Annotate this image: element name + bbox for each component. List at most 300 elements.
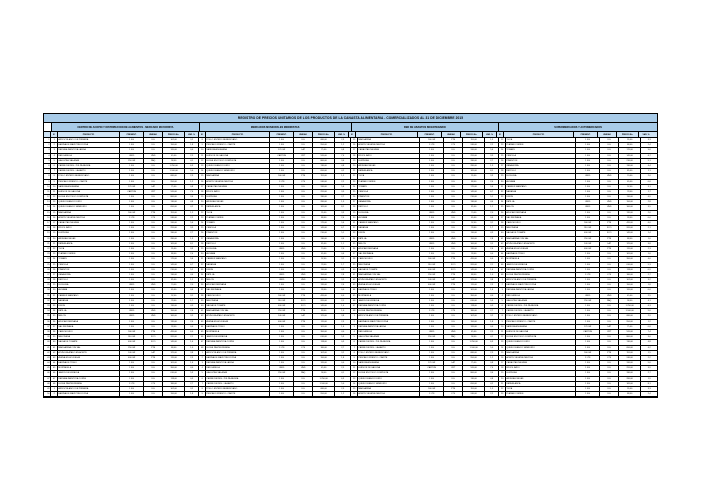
cell-product: POLLO ENTERO BENEFICIADO xyxy=(506,314,576,318)
cell-item: 19 xyxy=(199,195,206,199)
cell-presentation: 1 KG xyxy=(576,335,600,339)
group-header-cell-1 xyxy=(52,123,200,131)
cell-unit: KG xyxy=(144,377,163,381)
market-block-acopio[interactable] xyxy=(51,138,199,398)
cell-presentation: 250 GR xyxy=(576,299,600,303)
cell-price: 145,00 xyxy=(163,263,185,267)
cell-variation: 1,1 xyxy=(341,242,345,245)
cell-item: 17 xyxy=(51,221,58,225)
cell-price: 160,00 xyxy=(619,205,641,209)
cell-unit: KG xyxy=(600,169,619,173)
cell-price: 610,00 xyxy=(619,263,641,267)
cell-unit: UND xyxy=(444,242,463,246)
cell-variation: 7,4 xyxy=(341,154,345,157)
cell-item: 12 xyxy=(51,195,58,199)
cell-price: 520,00 xyxy=(619,330,641,334)
cell-unit: UND xyxy=(600,205,619,209)
cell-variation: 4,8 xyxy=(341,164,345,167)
cell-presentation: 170 GR xyxy=(120,185,144,189)
cell-unit: PAQ xyxy=(444,335,463,339)
cell-item: 2 xyxy=(499,283,506,287)
cell-variation: 2,0 xyxy=(190,284,194,287)
cell-item: 12 xyxy=(499,335,506,339)
cell-price: 85,00 xyxy=(163,278,185,282)
cell-variation: 4,0 xyxy=(190,367,194,370)
cell-variation: 3,3 xyxy=(190,247,194,250)
row-number: 29 xyxy=(44,283,50,288)
cell-unit: KG xyxy=(600,138,619,142)
cell-item: 22 xyxy=(499,387,506,391)
cell-product: ACEITE VEGETAL MEZCLA xyxy=(358,392,420,396)
cell-item: 26 xyxy=(351,195,358,199)
cell-presentation: 140 GR xyxy=(420,278,444,282)
cell-presentation: UNID xyxy=(576,200,600,204)
cell-unit: FCO xyxy=(600,226,619,230)
cell-presentation: 1 KG xyxy=(120,377,144,381)
cell-price: 115,00 xyxy=(463,283,485,287)
market-block-bicentenario[interactable] xyxy=(351,138,499,398)
cell-price: 28,00 xyxy=(463,252,485,256)
cell-unit: KG xyxy=(294,205,313,209)
cell-price: 75,00 xyxy=(313,148,335,152)
cell-item: 29 xyxy=(351,211,358,215)
header-present-1: PRESENT. xyxy=(120,132,144,137)
cell-variation: 4,2 xyxy=(341,170,345,173)
cell-presentation: 1 KG xyxy=(420,159,444,163)
cell-item: 21 xyxy=(199,205,206,209)
cell-variation: 3,1 xyxy=(341,258,345,261)
cell-item: 9 xyxy=(199,392,206,396)
cell-item: 13 xyxy=(351,377,358,381)
cell-variation: 1,7 xyxy=(341,263,345,266)
cell-presentation: 1 KG xyxy=(270,211,294,215)
cell-unit: KG xyxy=(444,159,463,163)
cell-product: CARNE DE RES - LAGARTO xyxy=(206,382,270,386)
cell-product: AUYAMA xyxy=(506,180,576,184)
cell-variation: 1,7 xyxy=(647,190,651,193)
cell-unit: KG xyxy=(144,164,163,168)
cell-price: 295,00 xyxy=(463,154,485,158)
row-number: 35 xyxy=(44,314,50,319)
cell-variation: 3,2 xyxy=(490,315,494,318)
cell-product: CAMBUR MANZANO xyxy=(506,185,576,189)
cell-item: 1 xyxy=(351,314,358,318)
cell-price: 310,00 xyxy=(463,148,485,152)
cell-presentation: 1 KG xyxy=(270,164,294,168)
cell-unit: KG xyxy=(444,205,463,209)
market-block-municipales[interactable] xyxy=(199,138,351,398)
cell-presentation: 1 KG xyxy=(120,200,144,204)
row-number: 10 xyxy=(44,185,50,190)
cell-unit: KG xyxy=(444,164,463,168)
cell-variation: 1,2 xyxy=(490,356,494,359)
cell-variation: 2,8 xyxy=(190,310,194,313)
cell-item: 41 xyxy=(199,309,206,313)
cell-variation: 2,1 xyxy=(190,336,194,339)
cell-product: TOMATE xyxy=(506,148,576,152)
cell-variation: 3,2 xyxy=(341,351,345,354)
cell-item: 8 xyxy=(499,314,506,318)
row-number: 40 xyxy=(44,340,50,345)
cell-item: 4 xyxy=(499,294,506,298)
cell-product: LENTEJAS xyxy=(58,231,120,235)
cell-unit: UND xyxy=(444,330,463,334)
cell-variation: 5,6 xyxy=(647,362,651,365)
cell-variation: 1,0 xyxy=(490,273,494,276)
cell-product: CAMBUR MANZANO xyxy=(58,294,120,298)
cell-product: MAYONESA xyxy=(206,299,270,303)
cell-item: 1 xyxy=(499,278,506,282)
cell-presentation: 1 KG xyxy=(120,169,144,173)
cell-unit: UND xyxy=(294,247,313,251)
cell-unit: LAT xyxy=(444,278,463,282)
row-number: 11 xyxy=(44,190,50,195)
cell-variation: 1,0 xyxy=(647,237,651,240)
cell-price: 240,00 xyxy=(463,143,485,147)
cell-unit: LAT xyxy=(600,242,619,246)
cell-unit: LTS xyxy=(294,180,313,184)
cell-unit: KG xyxy=(294,200,313,204)
cell-price: 740,00 xyxy=(163,200,185,204)
cell-product: MORTADELA xyxy=(358,294,420,298)
cell-presentation: 1 KG xyxy=(120,268,144,272)
cell-item: 27 xyxy=(499,164,506,168)
cell-price: 155,00 xyxy=(163,211,185,215)
cell-item: 34 xyxy=(199,273,206,277)
cell-item: 42 xyxy=(199,314,206,318)
cell-variation: 3,5 xyxy=(647,206,651,209)
cell-presentation: 1 KG xyxy=(420,340,444,344)
row-number: 42 xyxy=(44,351,50,356)
cell-product: HARINA DE MAIZ PRECOCIDA xyxy=(58,143,120,147)
cell-variation: 2,2 xyxy=(341,180,345,183)
cell-price: 110,00 xyxy=(313,268,335,272)
cell-price: 65,00 xyxy=(163,288,185,292)
cell-presentation: 1 KG xyxy=(270,200,294,204)
cell-product: MARGARINA xyxy=(58,211,120,215)
cell-variation: 2,3 xyxy=(490,284,494,287)
cell-item: 23 xyxy=(499,143,506,147)
cell-item: 29 xyxy=(499,174,506,178)
cell-presentation: 1 KG xyxy=(120,294,144,298)
cell-price: 105,00 xyxy=(463,288,485,292)
header-present-2: PRESENT. xyxy=(270,132,294,137)
cell-unit: UND xyxy=(144,154,163,158)
cell-price: 240,00 xyxy=(313,180,335,184)
table-row[interactable] xyxy=(499,392,657,397)
table-row[interactable] xyxy=(51,392,198,397)
cell-presentation: 1 KG xyxy=(270,143,294,147)
cell-item: 44 xyxy=(199,325,206,329)
cell-item: 23 xyxy=(499,392,506,396)
cell-unit: KG xyxy=(294,164,313,168)
cell-variation: 5,6 xyxy=(490,149,494,152)
cell-item: 37 xyxy=(499,216,506,220)
cell-unit: KG xyxy=(144,180,163,184)
cell-item: 45 xyxy=(51,366,58,370)
cell-item: 18 xyxy=(199,190,206,194)
cell-product: YUCA xyxy=(506,387,576,391)
cell-presentation: 250 GR xyxy=(120,159,144,163)
cell-price: 610,00 xyxy=(163,371,185,375)
cell-price: 28,00 xyxy=(619,216,641,220)
cell-price: 145,00 xyxy=(163,340,185,344)
cell-presentation: 1 KG xyxy=(120,361,144,365)
cell-price: 330,00 xyxy=(163,231,185,235)
cell-product: PASTA ALIMENTICIA CORTA xyxy=(506,268,576,272)
header-product-3: PRODUCTO xyxy=(356,132,418,137)
cell-item: 26 xyxy=(199,231,206,235)
cell-unit: LAT xyxy=(444,361,463,365)
cell-product: ARROZ BLANCO DE PRIMERA xyxy=(206,351,270,355)
cell-item: 30 xyxy=(499,180,506,184)
cell-product: CARNE DE RES - PULPA NEGRA xyxy=(58,164,120,168)
cell-presentation: 1 KG xyxy=(120,195,144,199)
cell-unit: KG xyxy=(144,320,163,324)
row-number: 5 xyxy=(44,159,50,164)
cell-unit: KG xyxy=(294,288,313,292)
cell-variation: 6,3 xyxy=(341,377,345,380)
cell-presentation: 1 KG xyxy=(576,392,600,396)
row-number: 2 xyxy=(44,143,50,148)
cell-presentation: 1 KG xyxy=(120,371,144,375)
cell-product: NARANJA xyxy=(58,299,120,303)
table-row[interactable] xyxy=(199,392,350,397)
cell-unit: KG xyxy=(294,361,313,365)
cell-product: SARDINA ENLATADA xyxy=(206,148,270,152)
cell-price: 190,00 xyxy=(163,309,185,313)
cell-variation: 6,7 xyxy=(190,263,194,266)
cell-item: 16 xyxy=(351,143,358,147)
cell-presentation: 1 KG xyxy=(120,392,144,396)
cell-product: MARGARINA xyxy=(206,174,270,178)
header-price-1: PRECIO Bs. xyxy=(163,132,185,137)
cell-product: SAL REFINADA xyxy=(358,252,420,256)
row-number: 37 xyxy=(44,325,50,330)
cell-price: 98,00 xyxy=(313,371,335,375)
cell-presentation: 1 KG xyxy=(270,330,294,334)
cell-price: 295,00 xyxy=(619,366,641,370)
cell-price: 175,00 xyxy=(313,221,335,225)
cell-item: 7 xyxy=(499,309,506,313)
cell-price: 950,00 xyxy=(313,143,335,147)
cell-presentation: 1 KG xyxy=(420,377,444,381)
cell-unit: KG xyxy=(600,314,619,318)
row-number: 22 xyxy=(44,247,50,252)
row-number: 17 xyxy=(44,221,50,226)
cell-price: 265,00 xyxy=(619,226,641,230)
cell-variation: 0,0 xyxy=(647,216,651,219)
cell-price: 330,00 xyxy=(463,159,485,163)
row-number: 39 xyxy=(44,335,50,340)
cell-item: 48 xyxy=(51,382,58,386)
cell-unit: LTS xyxy=(444,309,463,313)
cell-product: HARINA DE TRIGO xyxy=(358,288,420,292)
cell-presentation: UNID xyxy=(270,278,294,282)
cell-variation: 0,0 xyxy=(341,289,345,292)
cell-item: 45 xyxy=(199,330,206,334)
cell-product: MORTADELA xyxy=(206,330,270,334)
cell-price: 98,00 xyxy=(619,299,641,303)
cell-presentation: 170 GR xyxy=(576,325,600,329)
header-unit-1: UNIDAD xyxy=(144,132,163,137)
cell-product: MARGARINA CON SAL xyxy=(206,309,270,313)
cell-variation: 2,9 xyxy=(190,175,194,178)
table-row[interactable] xyxy=(351,392,498,397)
cell-product: MORTADELA xyxy=(506,257,576,261)
cell-product: CARNE DE RES - LAGARTO xyxy=(506,309,576,313)
cell-price: 45,00 xyxy=(619,294,641,298)
header-item-1: N° xyxy=(51,132,58,137)
cell-variation: 0,0 xyxy=(190,149,194,152)
cell-product: ACEITE VEGETAL MEZCLA xyxy=(358,143,420,147)
cell-presentation: 1 KG xyxy=(120,273,144,277)
price-registry-sheet xyxy=(43,113,658,398)
cell-unit: KG xyxy=(294,190,313,194)
cell-variation: 3,1 xyxy=(490,222,494,224)
cell-unit: KG xyxy=(144,273,163,277)
cell-unit: KG xyxy=(600,371,619,375)
cell-presentation: 1 KG xyxy=(576,211,600,215)
cell-unit: LAT xyxy=(144,185,163,189)
cell-presentation: UNID xyxy=(576,205,600,209)
cell-product: ATUN ENLATADO EN ACEITE xyxy=(506,242,576,246)
cell-product: PAN CANILLA xyxy=(506,294,576,298)
cell-item: 39 xyxy=(499,226,506,230)
cell-variation: 3,2 xyxy=(647,279,651,282)
cell-presentation: 1 KG xyxy=(576,361,600,365)
cell-presentation: 500 GR xyxy=(120,330,144,334)
cell-item: 22 xyxy=(499,138,506,142)
cell-item: 9 xyxy=(51,180,58,184)
cell-product: PAN CANILLA xyxy=(206,366,270,370)
cell-variation: 2,6 xyxy=(341,284,345,287)
cell-unit: KG xyxy=(294,340,313,344)
cell-price: 88,00 xyxy=(463,180,485,184)
cell-unit: UND xyxy=(294,273,313,277)
row-number: 28 xyxy=(44,278,50,283)
cell-variation: 1,4 xyxy=(490,268,494,271)
cell-variation: 3,3 xyxy=(647,388,651,390)
cell-variation: 4,0 xyxy=(647,258,651,261)
cell-unit: KG xyxy=(600,268,619,272)
cell-price: 28,00 xyxy=(163,325,185,329)
cell-unit: KG xyxy=(144,242,163,246)
cell-presentation: 1 KG xyxy=(120,299,144,303)
market-block-supermercados[interactable] xyxy=(499,138,657,398)
cell-unit: KG xyxy=(444,221,463,225)
cell-item: 15 xyxy=(199,174,206,178)
cell-unit: KG xyxy=(600,190,619,194)
cell-price: 75,00 xyxy=(463,361,485,365)
cell-unit: PTE xyxy=(600,351,619,355)
cell-price: 860,00 xyxy=(619,335,641,339)
header-var-1: VAR. % xyxy=(185,132,199,137)
cell-item: 12 xyxy=(199,159,206,163)
cell-price: 85,00 xyxy=(463,205,485,209)
cell-product: AUYAMA xyxy=(206,252,270,256)
cell-presentation: 1 KG xyxy=(270,185,294,189)
cell-unit: KG xyxy=(294,257,313,261)
header-unit-2: UNIDAD xyxy=(294,132,313,137)
cell-presentation: 1 KG xyxy=(576,143,600,147)
cell-product: PESCADO FRESCO - CARITE xyxy=(506,320,576,324)
cell-presentation: 1 KG xyxy=(576,159,600,163)
cell-item: 5 xyxy=(499,299,506,303)
row-number: 27 xyxy=(44,273,50,278)
cell-unit: KG xyxy=(294,211,313,215)
cell-unit: UND xyxy=(144,309,163,313)
cell-variation: 1,4 xyxy=(190,341,194,344)
cell-variation: 2,7 xyxy=(341,346,345,349)
cell-price: 102,00 xyxy=(163,138,185,142)
cell-unit: PTE xyxy=(600,237,619,241)
cell-variation: 4,1 xyxy=(341,372,345,375)
cell-presentation: 1 KG xyxy=(270,351,294,355)
cell-price: 65,00 xyxy=(313,252,335,256)
cell-item: 35 xyxy=(351,242,358,246)
cell-variation: 1,2 xyxy=(341,393,345,396)
header-present-3: PRESENT. xyxy=(418,132,442,137)
cell-variation: 1,6 xyxy=(341,325,345,328)
cell-product: ZANAHORIA xyxy=(506,164,576,168)
cell-item: 40 xyxy=(199,304,206,308)
cell-presentation: 1 KG xyxy=(420,180,444,184)
cell-price: 740,00 xyxy=(313,164,335,168)
cell-unit: UND xyxy=(294,278,313,282)
cell-product: MARGARINA xyxy=(358,387,420,391)
cell-product: CARAOTAS NEGRAS xyxy=(358,148,420,152)
cell-variation: 2,9 xyxy=(490,351,494,354)
cell-item: 34 xyxy=(351,237,358,241)
cell-price: 210,00 xyxy=(163,268,185,272)
cell-item: 25 xyxy=(199,226,206,230)
cell-product: JAMON DE ESPALDA xyxy=(58,371,120,375)
cell-variation: 5,3 xyxy=(190,372,194,375)
cell-presentation: 1 KG xyxy=(420,356,444,360)
group-header-label-1: CENTRO DE ACOPIO Y DISTRIBUCION DE ALIMENTOS - MERCADO MAYORISTA xyxy=(77,125,174,129)
cell-unit: KG xyxy=(294,387,313,391)
cell-product: SAL REFINADA xyxy=(206,288,270,292)
cell-variation: 0,0 xyxy=(647,289,651,292)
cell-presentation: 1 KG xyxy=(120,148,144,152)
cell-product: QUESO BLANCO DURO xyxy=(506,340,576,344)
cell-item: 9 xyxy=(351,356,358,360)
cell-price: 145,00 xyxy=(619,154,641,158)
cell-presentation: 1 KG xyxy=(420,164,444,168)
cell-presentation: 1 KG xyxy=(120,387,144,391)
cell-presentation: 1 KG xyxy=(576,320,600,324)
cell-presentation: 1 KG xyxy=(120,174,144,178)
cell-item: 32 xyxy=(199,263,206,267)
group-header-row xyxy=(44,123,657,132)
cell-unit: KG xyxy=(600,288,619,292)
cell-presentation: 1 KG xyxy=(576,148,600,152)
cell-item: 6 xyxy=(351,340,358,344)
cell-variation: 4,0 xyxy=(490,294,494,297)
cell-unit: UND xyxy=(444,211,463,215)
cell-product: PASTA ALIMENTICIA CORTA xyxy=(206,340,270,344)
cell-price: 75,00 xyxy=(619,325,641,329)
cell-product: QUESO BLANCO SEMIDURO xyxy=(358,382,420,386)
cell-price: 1.100,00 xyxy=(619,309,641,313)
cell-price: 190,00 xyxy=(463,320,485,324)
cell-unit: PTE xyxy=(600,247,619,251)
row-number: 25 xyxy=(44,263,50,268)
cell-variation: 2,2 xyxy=(490,144,494,147)
cell-item: 1 xyxy=(51,387,58,391)
row-number: 46 xyxy=(44,371,50,376)
